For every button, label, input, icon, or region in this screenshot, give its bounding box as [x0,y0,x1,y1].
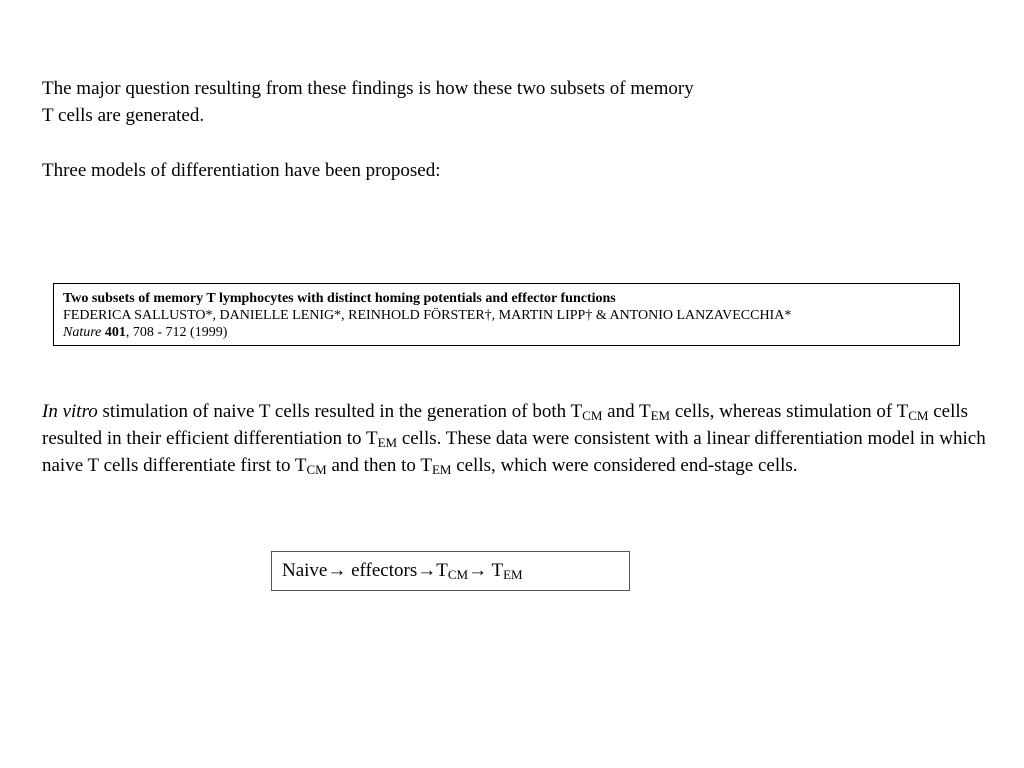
invitro-sub-6: EM [431,462,452,477]
model-tem-sub: EM [503,567,523,582]
model-tcm-sub: CM [447,567,469,582]
model-tem: T [487,560,504,581]
invitro-text-1: stimulation of naive T cells resulted in the generation of both T [97,401,583,422]
model-effectors: effectors [346,560,418,581]
model-naive: Naive [282,560,328,581]
invitro-text-4: cells resulted in their efficient differentiation to T [42,401,969,449]
invitro-sub-5: CM [306,462,327,477]
reference-box [53,283,960,346]
arrow-icon: → [417,560,437,581]
reference-volume: 401 [104,325,126,340]
invitro-sub-4: EM [377,435,398,450]
reference-pages-year: , 708 - 712 (1999) [125,325,228,340]
reference-journal: Nature [63,325,102,340]
reference-citation [63,324,959,341]
invitro-text-3: cells, whereas stimulation of T [670,401,909,422]
question-line-1: The major question resulting from these findings is how these two subsets of memory [42,78,694,99]
invitro-paragraph [42,398,1007,479]
reference-title: Two subsets of memory T lymphocytes with distinct homing potentials and effector functions [63,291,616,306]
invitro-lead: In vitro [42,401,98,422]
models-intro: Three models of differentiation have been proposed: [42,160,441,181]
invitro-text-2: and T [602,401,651,422]
differentiation-model-box [271,551,630,591]
invitro-sub-2: EM [650,408,671,423]
model-tcm: T [436,560,448,581]
invitro-text-6: and then to T [326,455,432,476]
invitro-text-5: cells. These data were consistent with a linear differentiation model in which naive T cells differentiate first to T [42,428,986,476]
invitro-sub-1: CM [582,408,603,423]
question-paragraph [42,75,842,129]
arrow-icon: → [327,560,347,581]
reference-authors: FEDERICA SALLUSTO*, DANIELLE LENIG*, REINHOLD FÖRSTER†, MARTIN LIPP† & ANTONIO LANZAVECCHIA* [63,308,792,323]
invitro-text-7: cells, which were considered end-stage cells. [451,455,798,476]
invitro-sub-3: CM [908,408,929,423]
question-line-2: T cells are generated. [42,105,205,126]
arrow-icon: → [468,560,488,581]
